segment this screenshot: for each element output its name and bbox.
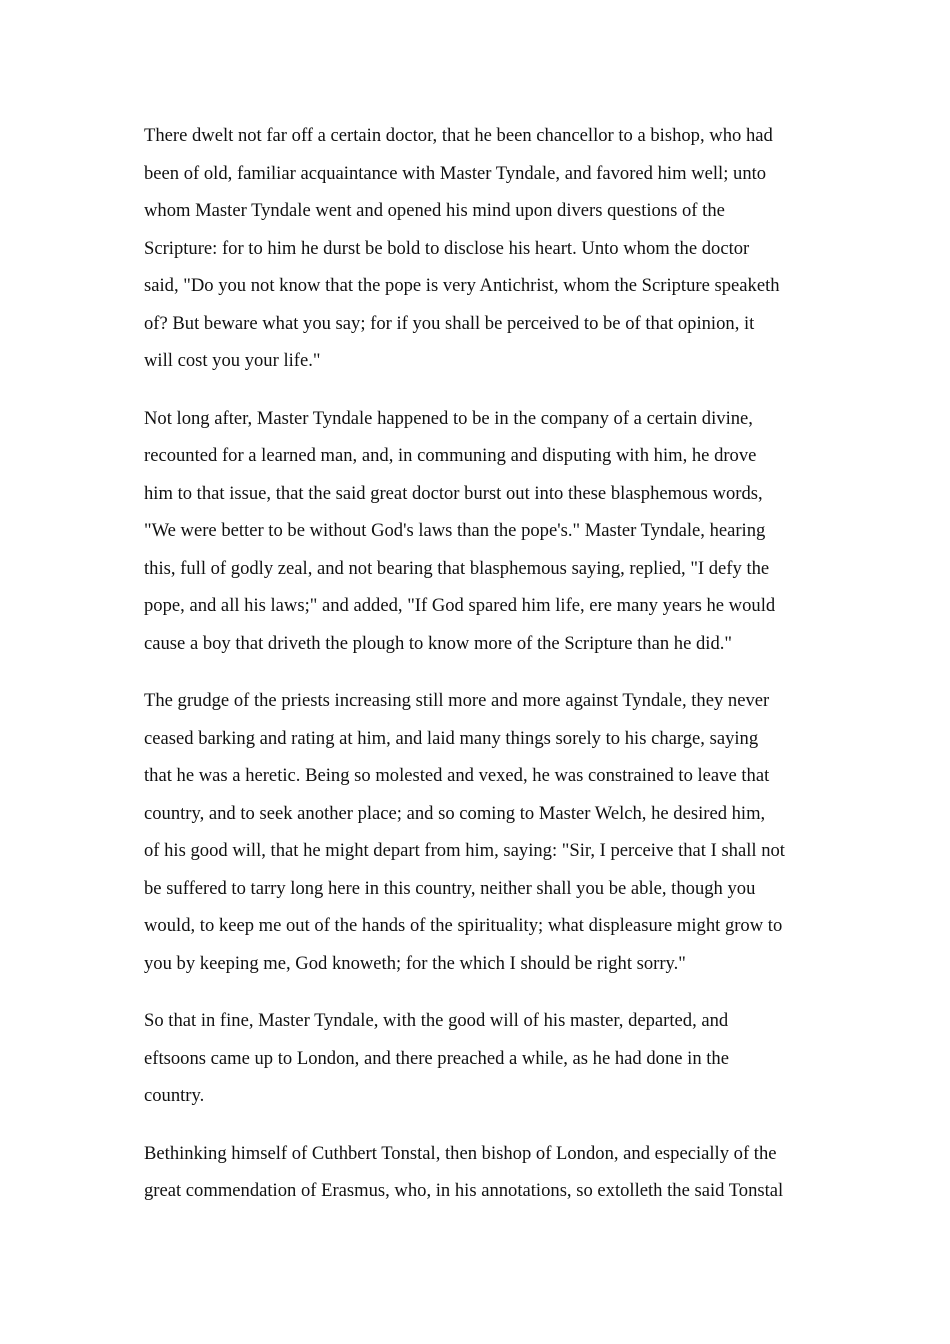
- text-line: would, to keep me out of the hands of the spirituality; what displeasure might grow to: [144, 915, 783, 936]
- text-line: been of old, familiar acquaintance with Master Tyndale, and favored him well; unto: [144, 162, 767, 184]
- text-line: "We were better to be without God's laws than the pope's." Master Tyndale, hearing: [144, 520, 766, 541]
- text-line: eftsoons came up to London, and there preached a while, as he had done in the: [144, 1047, 729, 1069]
- text-line: recounted for a learned man, and, in communing and disputing with him, he drove: [144, 445, 757, 466]
- paragraph-3: [144, 682, 814, 982]
- text-line: whom Master Tyndale went and opened his mind upon divers questions of the: [144, 200, 725, 221]
- text-line: The grudge of the priests increasing still more and more against Tyndale, they never: [144, 690, 770, 711]
- text-line: country.: [144, 1085, 205, 1106]
- text-line: great commendation of Erasmus, who, in his annotations, so extolleth the said Tonstal: [144, 1180, 784, 1201]
- text-line: Not long after, Master Tyndale happened to be in the company of a certain divine,: [144, 407, 753, 429]
- text-line: pope, and all his laws;" and added, "If God spared him life, ere many years he would: [144, 595, 776, 616]
- text-line: country, and to seek another place; and so coming to Master Welch, he desired him,: [144, 802, 766, 824]
- text-line: Scripture: for to him he durst be bold to disclose his heart. Unto whom the doctor: [144, 237, 750, 259]
- paragraph-1: [144, 117, 814, 380]
- text-line: be suffered to tarry long here in this country, neither shall you be able, though you: [144, 877, 756, 899]
- text-line: of? But beware what you say; for if you shall be perceived to be of that opinion, it: [144, 312, 755, 334]
- text-line: will cost you your life.": [144, 350, 321, 371]
- text-line: cause a boy that driveth the plough to know more of the Scripture than he did.": [144, 632, 732, 654]
- document-page: [144, 117, 814, 1210]
- paragraph-4: [144, 1002, 814, 1115]
- text-line: said, "Do you not know that the pope is very Antichrist, whom the Scripture speaketh: [144, 275, 780, 296]
- text-line: So that in fine, Master Tyndale, with the good will of his master, departed, and: [144, 1010, 729, 1031]
- text-line: this, full of godly zeal, and not bearing that blasphemous saying, replied, "I defy the: [144, 557, 770, 579]
- paragraph-2: [144, 400, 814, 663]
- text-line: him to that issue, that the said great doctor burst out into these blasphemous words,: [144, 482, 763, 504]
- text-line: you by keeping me, God knoweth; for the which I should be right sorry.": [144, 952, 686, 974]
- text-line: that he was a heretic. Being so molested and vexed, he was constrained to leave that: [144, 765, 770, 786]
- paragraph-5: [144, 1135, 814, 1210]
- text-line: of his good will, that he might depart from him, saying: "Sir, I perceive that I shall not: [144, 840, 785, 861]
- text-line: There dwelt not far off a certain doctor, that he been chancellor to a bishop, who had: [144, 125, 773, 146]
- text-line: Bethinking himself of Cuthbert Tonstal, then bishop of London, and especially of the: [144, 1142, 777, 1164]
- text-line: ceased barking and rating at him, and laid many things sorely to his charge, saying: [144, 727, 759, 749]
